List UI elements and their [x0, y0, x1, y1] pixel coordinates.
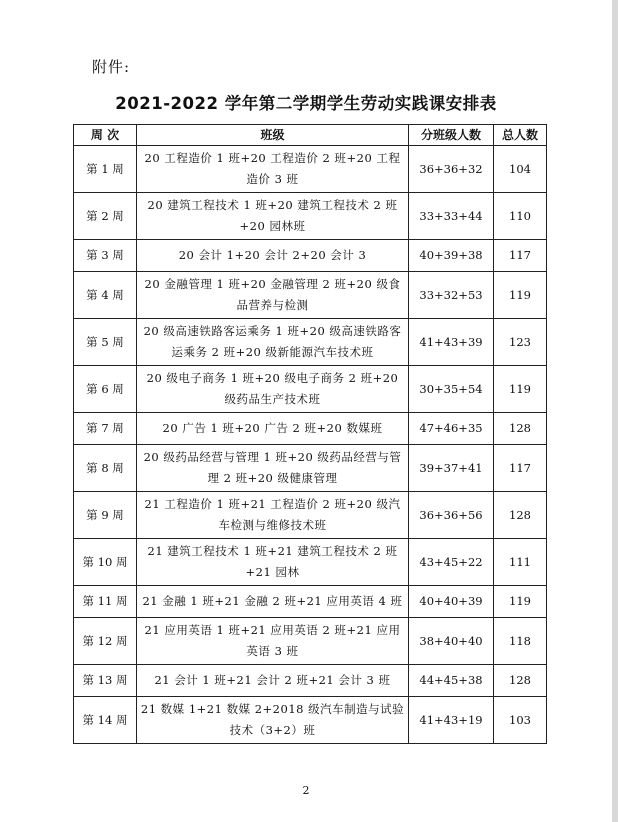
class-cell: 21 工程造价 1 班+21 工程造价 2 班+20 级汽车检测与维修技术班 [137, 492, 409, 539]
week-cell: 第 2 周 [74, 193, 137, 240]
week-cell: 第 3 周 [74, 240, 137, 272]
week-cell: 第 9 周 [74, 492, 137, 539]
split-cell: 41+43+19 [409, 697, 494, 744]
table-row [74, 413, 547, 445]
total-cell: 119 [494, 272, 547, 319]
class-cell: 20 金融管理 1 班+20 金融管理 2 班+20 级食品营养与检测 [137, 272, 409, 319]
table-row [74, 539, 547, 586]
week-cell: 第 1 周 [74, 146, 137, 193]
page-number: 2 [302, 784, 310, 797]
total-cell: 117 [494, 240, 547, 272]
class-cell: 20 广告 1 班+20 广告 2 班+20 数媒班 [137, 413, 409, 445]
week-cell: 第 10 周 [74, 539, 137, 586]
total-cell: 103 [494, 697, 547, 744]
total-cell: 110 [494, 193, 547, 240]
table-row [74, 697, 547, 744]
total-cell: 104 [494, 146, 547, 193]
total-cell: 128 [494, 665, 547, 697]
week-cell: 第 14 周 [74, 697, 137, 744]
split-cell: 39+37+41 [409, 445, 494, 492]
table-row [74, 366, 547, 413]
total-cell: 118 [494, 618, 547, 665]
class-cell: 21 会计 1 班+21 会计 2 班+21 会计 3 班 [137, 665, 409, 697]
total-cell: 119 [494, 586, 547, 618]
total-cell: 117 [494, 445, 547, 492]
total-cell: 128 [494, 413, 547, 445]
class-cell: 20 建筑工程技术 1 班+20 建筑工程技术 2 班+20 园林班 [137, 193, 409, 240]
schedule-table [73, 124, 547, 744]
split-cell: 44+45+38 [409, 665, 494, 697]
table-row [74, 586, 547, 618]
document-title: 2021-2022 学年第二学期学生劳动实践课安排表 [115, 94, 497, 113]
week-cell: 第 7 周 [74, 413, 137, 445]
split-cell: 43+45+22 [409, 539, 494, 586]
table-row [74, 665, 547, 697]
attachment-label: 附件: [92, 58, 131, 76]
week-cell: 第 6 周 [74, 366, 137, 413]
split-cell: 41+43+39 [409, 319, 494, 366]
class-cell: 21 数媒 1+21 数媒 2+2018 级汽车制造与试验技术（3+2）班 [137, 697, 409, 744]
class-cell: 20 会计 1+20 会计 2+20 会计 3 [137, 240, 409, 272]
class-cell: 20 级药品经营与管理 1 班+20 级药品经营与管理 2 班+20 级健康管理 [137, 445, 409, 492]
split-cell: 30+35+54 [409, 366, 494, 413]
header-week: 周 次 [74, 125, 137, 146]
split-cell: 33+33+44 [409, 193, 494, 240]
week-cell: 第 8 周 [74, 445, 137, 492]
total-cell: 128 [494, 492, 547, 539]
split-cell: 47+46+35 [409, 413, 494, 445]
split-cell: 36+36+32 [409, 146, 494, 193]
week-cell: 第 13 周 [74, 665, 137, 697]
table-row [74, 272, 547, 319]
class-cell: 20 级电子商务 1 班+20 级电子商务 2 班+20 级药品生产技术班 [137, 366, 409, 413]
split-cell: 38+40+40 [409, 618, 494, 665]
class-cell: 21 金融 1 班+21 金融 2 班+21 应用英语 4 班 [137, 586, 409, 618]
table-row [74, 618, 547, 665]
table-row [74, 146, 547, 193]
week-cell: 第 4 周 [74, 272, 137, 319]
table-row [74, 445, 547, 492]
header-row [74, 125, 547, 146]
table-row [74, 240, 547, 272]
page-edge [612, 0, 618, 822]
table-row [74, 319, 547, 366]
week-cell: 第 11 周 [74, 586, 137, 618]
header-class: 班级 [137, 125, 409, 146]
class-cell: 20 工程造价 1 班+20 工程造价 2 班+20 工程造价 3 班 [137, 146, 409, 193]
table-body [74, 146, 547, 744]
header-total: 总人数 [494, 125, 547, 146]
split-cell: 40+40+39 [409, 586, 494, 618]
table-row [74, 492, 547, 539]
split-cell: 40+39+38 [409, 240, 494, 272]
total-cell: 111 [494, 539, 547, 586]
class-cell: 21 应用英语 1 班+21 应用英语 2 班+21 应用英语 3 班 [137, 618, 409, 665]
class-cell: 20 级高速铁路客运乘务 1 班+20 级高速铁路客运乘务 2 班+20 级新能源汽车技术班 [137, 319, 409, 366]
week-cell: 第 5 周 [74, 319, 137, 366]
week-cell: 第 12 周 [74, 618, 137, 665]
split-cell: 33+32+53 [409, 272, 494, 319]
total-cell: 123 [494, 319, 547, 366]
table-row [74, 193, 547, 240]
table-header [74, 125, 547, 146]
split-cell: 36+36+56 [409, 492, 494, 539]
header-split: 分班级人数 [409, 125, 494, 146]
total-cell: 119 [494, 366, 547, 413]
class-cell: 21 建筑工程技术 1 班+21 建筑工程技术 2 班+21 园林 [137, 539, 409, 586]
